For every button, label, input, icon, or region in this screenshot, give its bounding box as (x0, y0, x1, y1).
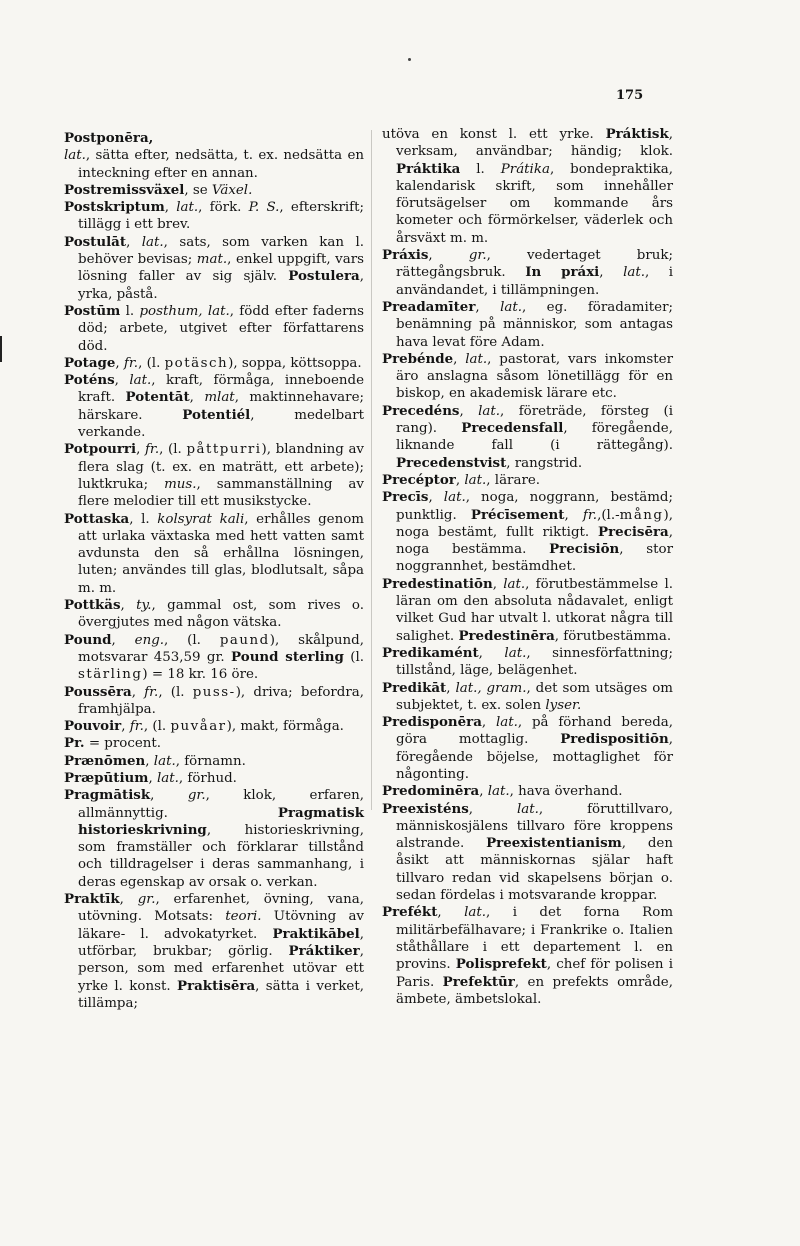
headword: Predisponēra (382, 714, 482, 731)
entry-text: , (114, 373, 130, 389)
headword: Práxis (382, 247, 429, 264)
entry-text: , bondepraktika, kalendarisk skrift, som innehåller förutsägelser om kommande års kometer och förmörkelser, väderlek och årsväxt m. m. (396, 161, 673, 246)
italic-note: posthum, lat. (139, 303, 230, 319)
headword: Preexisténs (382, 800, 469, 817)
headword: Preadamīter (382, 298, 476, 315)
entry-text: = procent. (84, 736, 162, 752)
dictionary-entry (382, 298, 673, 351)
dictionary-entry (64, 181, 364, 199)
headword: Praktisēra (177, 977, 256, 994)
headword: Postūm (64, 302, 121, 319)
entry-text: , enkel uppgift, vars lösning faller av sig själv. (78, 252, 364, 285)
entry-text: , (479, 784, 488, 800)
entry-text: , en prefekts område, ämbete, ämbetslokal. (396, 974, 673, 1007)
italic-note: lat. (496, 715, 518, 731)
entry-text: , (468, 801, 517, 817)
headword: Poténs (64, 372, 115, 389)
entry-text: , (437, 905, 465, 921)
entry-text: , född efter faderns död; arbete, utgivet efter författarens död. (78, 303, 365, 354)
entry-text: ), noga bestämt, fullt riktigt. (396, 507, 673, 540)
pronunciation: puvåar (170, 719, 227, 735)
entry-text: ) = 18 kr. 16 öre. (142, 667, 259, 683)
entry-text: , det som utsäges om subjektet, t. ex. solen (396, 680, 674, 713)
dictionary-entry (64, 752, 364, 770)
entry-text: , (l. (143, 719, 171, 735)
entry-text: , efterskrift; tillägg i ett brev. (78, 200, 364, 233)
dictionary-entry (64, 718, 364, 735)
entry-text: , (599, 265, 624, 281)
dictionary-entry (382, 247, 674, 299)
italic-note: ty. (136, 598, 152, 614)
italic-note: lat. (443, 490, 466, 506)
dictionary-entry (64, 510, 364, 597)
page-number: 175 (616, 88, 644, 103)
dictionary-entry (382, 644, 674, 680)
headword: Poussēra (64, 683, 132, 700)
pronunciation: påttpurri (186, 442, 262, 458)
dictionary-entry (382, 471, 673, 489)
italic-note: lat. (503, 576, 526, 592)
headword: Práktika (396, 160, 461, 177)
dictionary-entry (64, 787, 365, 891)
dictionary-entry (64, 147, 364, 182)
entry-text: , (120, 598, 137, 614)
right-column (382, 126, 673, 1008)
left-column (64, 130, 364, 1012)
dictionary-entry (382, 904, 674, 1008)
entry-text: , vedertaget bruk; rättegångsbruk. (396, 248, 673, 281)
entry-text: , person, som med erfarenhet utövar ett yrke l. konst. (78, 943, 364, 994)
dictionary-entry (64, 233, 364, 303)
dictionary-entry (64, 441, 364, 510)
entry-text: , pastorat, vars inkomster äro anslagna såsom lönetillägg för en biskop, en akademisk lärare etc. (396, 351, 673, 402)
dictionary-entry (382, 714, 674, 783)
italic-note: lat. (504, 645, 527, 661)
entry-text: , se (184, 182, 212, 198)
entry-text: , förnamn. (175, 753, 246, 769)
entry-text: , (481, 715, 496, 731)
entry-text: , förhud. (178, 770, 237, 786)
dictionary-entry (64, 372, 365, 441)
italic-note: P. S. (248, 200, 280, 216)
entry-text: Utövning av läkare- l. advokatyrket. (78, 909, 364, 942)
entry-text: , medelbart verkande. (78, 407, 364, 441)
column-divider (371, 130, 372, 810)
headword: Précīsement (470, 506, 565, 523)
dictionary-entry (382, 679, 674, 715)
entry-text: , lärare. (486, 472, 541, 488)
headword: In práxi (525, 264, 600, 281)
entry-text: ), blandning av flera slag (t. ex. en maträtt, ett arbete); luktkruka; (78, 442, 364, 492)
headword: Postremissväxel (64, 181, 185, 198)
headword: Predominēra (382, 783, 480, 800)
entry-text: , hava överhand. (509, 784, 623, 800)
entry-text: , noga, noggrann, bestämd; punktlig. (396, 490, 673, 523)
entry-text: , i det forna Rom militärbefälhavare; i Frankrike o. Italien ståthållare i ett departement l. en provins. (396, 905, 674, 973)
entry-text: , förutbestämmelse l. läran om den absoluta nådavalet, enligt vilket Gud har utvalt l. utkorat några till salighet. (396, 576, 673, 644)
entry-text: , (428, 490, 444, 506)
italic-note: lat. (516, 801, 539, 817)
italic-note: fr. (144, 684, 159, 700)
page-speck (408, 58, 411, 61)
entry-text: , sats, som varken kan l. behöver bevisas; (78, 234, 364, 268)
italic-note: lat. (623, 265, 645, 281)
italic-note: lat., gram. (455, 680, 527, 696)
entry-text: , (145, 753, 154, 769)
dictionary-entry (382, 126, 673, 247)
italic-note: fr. (582, 507, 598, 523)
entry-text: , (492, 576, 504, 592)
italic-note: lat. (156, 770, 179, 786)
italic-note: Växel. (211, 182, 253, 198)
entry-text: , (564, 507, 583, 523)
entry-text: , i användandet, i tillämpningen. (396, 265, 674, 298)
dictionary-entry (64, 735, 364, 752)
entry-text: , yrka, påstå. (78, 269, 364, 302)
dictionary-entry (64, 199, 364, 234)
headword: Pragmatisk historieskrivning (78, 804, 364, 838)
headword: Pottaska (64, 510, 130, 527)
entry-text: (l. (343, 649, 364, 665)
entry-text: l. (120, 303, 140, 319)
entry-text: , (446, 680, 456, 696)
entry-text: , sätta i verket, tillämpa; (78, 978, 364, 1011)
entry-text: , erfarenhet, övning, vana, utövning. Motsats: (78, 892, 364, 925)
italic-note: lat. (64, 148, 86, 164)
headword: Predispositiōn (560, 731, 669, 748)
entry-text: , maktinnehavare; härskare. (78, 390, 365, 423)
entry-text: , den åsikt att människornas själar haft tillvaro redan vid skapelsens början o. sedan fördelas i motsvarande kroppar. (396, 836, 673, 904)
headword: Potage (64, 354, 116, 371)
italic-note: lat. (141, 234, 164, 250)
pronunciation: potäsch (164, 355, 229, 371)
entry-text: ), skålpund, motsvarar 453,59 gr. (78, 632, 365, 665)
headword: Predikamént (382, 644, 479, 661)
entry-text: , (121, 719, 130, 735)
entry-text: , (126, 234, 142, 250)
italic-note: lat. (487, 784, 510, 800)
italic-note: lat. (176, 200, 199, 216)
dictionary-entry (382, 575, 673, 645)
entry-text: , l. (129, 511, 158, 527)
italic-note: fr. (123, 355, 139, 371)
italic-note: fr. (144, 442, 160, 458)
headword: Precedéns (382, 402, 460, 419)
entry-text: , sätta efter, nedsätta, t. ex. nedsätta en inteckning efter en annan. (78, 148, 364, 181)
italic-note: kolsyrat kali (157, 511, 245, 527)
headword: Pound (64, 631, 112, 648)
entry-text: , historieskrivning, som framställer och förklarar tillstånd och tilldragelser i deras sammanhang, i deras egenskap av orsak o. verkan. (78, 822, 364, 890)
dictionary-entry (64, 354, 364, 372)
headword: Prefékt (382, 904, 438, 921)
italic-note: lat. (129, 373, 152, 389)
entry-text: , (131, 684, 145, 700)
entry-text: , företräde, försteg (i rang). (396, 403, 673, 437)
entry-text: , kraft, förmåga, inneboende kraft. (78, 373, 365, 406)
entry-text: , (150, 788, 188, 804)
dictionary-entry (382, 783, 673, 800)
headword: Precisiōn (549, 541, 620, 558)
dictionary-entry (382, 402, 673, 472)
entry-text: , (453, 351, 466, 367)
entry-text: ,(l.- (597, 507, 620, 523)
pronunciation: puss- (192, 684, 236, 700)
headword: Postskriptum (64, 199, 165, 216)
entry-text: , (459, 403, 479, 419)
entry-text: ), driva; befordra, framhjälpa. (78, 684, 365, 717)
headword: Postulera (288, 268, 360, 285)
italic-note: mat. (196, 252, 228, 268)
headword: Præpūtium (64, 769, 149, 786)
pronunciation: mång (619, 507, 664, 523)
entry-text: , (189, 390, 205, 406)
headword: Preexistentianism (486, 835, 622, 852)
entry-text: , erhålles genom att urlaka växtaska med hett vatten samt avdunsta den så erhållna lösningen, luten; användes till glas, blodlutsalt, såpa m. m. (78, 511, 364, 596)
entry-text: , stor noggrannhet, bestämdhet. (396, 542, 673, 575)
entry-text: , (l. (158, 684, 193, 700)
headword: Pottkäs (64, 597, 121, 614)
italic-note: mus. (164, 476, 197, 492)
headword: Prefektūr (442, 973, 515, 990)
headword: Precisēra (598, 523, 669, 540)
headword: Potpourri (64, 441, 137, 458)
italic-note: lat. (153, 753, 176, 769)
headword: Predestinatiōn (382, 575, 493, 592)
dictionary-entry (64, 302, 365, 355)
italic-note: gr. (137, 892, 156, 908)
entry-text: , eg. föradamiter; benämning på människor, som antagas hava levat före Adam. (396, 299, 673, 350)
entry-text: , (l. (164, 632, 220, 648)
headword: Prebénde (382, 350, 454, 367)
entry-text: , (428, 248, 469, 264)
headword: Práktisk (605, 126, 669, 142)
entry-text: ), soppa, köttsoppa. (228, 355, 362, 371)
entry-text: , gammal ost, som rives o. övergjutes med någon vätska. (78, 598, 364, 631)
headword: Precedenstvist (396, 454, 507, 471)
entry-text: , (475, 299, 501, 315)
entry-text: , (455, 472, 465, 488)
entry-text: , förutbestämma. (554, 628, 672, 644)
headword: Pr. (64, 735, 85, 752)
italic-note: mlat (204, 390, 235, 406)
italic-note: lat. (500, 299, 522, 315)
dictionary-entry (382, 489, 673, 575)
entry-text: , förk. (198, 200, 249, 216)
dictionary-entry (64, 769, 364, 787)
pronunciation: stärling (78, 667, 143, 683)
entry-text: , noga bestämma. (396, 524, 673, 558)
entry-text: , utförbar, brukbar; görlig. (78, 926, 364, 959)
headword: Predestinēra (458, 627, 555, 644)
italic-note: lat. (465, 351, 488, 367)
entry-text: ), makt, förmåga. (226, 719, 344, 735)
dictionary-entry (64, 597, 364, 632)
headword: Predikāt (382, 679, 447, 696)
dictionary-entry (382, 800, 673, 905)
headword: Pragmātisk (64, 787, 151, 804)
entry-text: , föruttillvaro, människosjälens tillvaro före kroppens alstrande. (396, 801, 673, 852)
entry-text: , (111, 632, 135, 648)
entry-text: , (478, 645, 505, 661)
entry-text: , (115, 355, 124, 371)
headword: Potentāt (125, 389, 190, 406)
entry-text: , föregående böjelse, mottaglighet för någonting. (396, 732, 673, 782)
headword: Precīs (382, 489, 429, 506)
entry-text: , chef för polisen i Paris. (396, 957, 673, 990)
entry-text: , (148, 770, 157, 786)
pronunciation: paund (219, 632, 270, 648)
headword: Pound sterling (231, 648, 344, 665)
italic-note: lat. (464, 472, 487, 488)
entry-text: , rangstrid. (506, 455, 583, 471)
italic-note: lat. (478, 403, 501, 419)
entry-text: , verksam, användbar; händig; klok. (396, 127, 673, 160)
italic-note: gr. (187, 788, 206, 804)
headword: Polisprefekt (455, 956, 547, 973)
entry-text: , (l. (159, 442, 187, 458)
entry-text: , föregående, liknande fall (i rättegång). (396, 421, 673, 454)
entry-text: , (119, 892, 138, 908)
dictionary-entry (64, 130, 364, 147)
italic-note: fr. (129, 719, 144, 735)
italic-note: eng. (134, 632, 165, 648)
dictionary-entry (64, 891, 364, 1012)
entry-text: utöva en konst l. ett yrke. (382, 127, 606, 142)
headword: Postulāt (64, 233, 127, 250)
italic-note: lat. (464, 905, 486, 921)
headword: Potentiél (182, 406, 251, 423)
headword: Precéptor (382, 471, 456, 488)
entry-text: , sammanställning av flere melodier till ett musikstycke. (78, 476, 364, 510)
italic-note: teori. (225, 909, 262, 925)
headword: Postponēra, (64, 130, 154, 146)
dictionary-entry (64, 683, 365, 719)
headword: Práktiker (288, 942, 360, 959)
dictionary-entry (382, 350, 673, 403)
entry-text: , (136, 442, 145, 458)
italic-note: Prátika (500, 161, 550, 177)
entry-text: , (l. (138, 355, 165, 371)
headword: Pouvoir (64, 718, 122, 735)
entry-text: , sinnesförfattning; tillstånd, läge, belägenhet. (396, 645, 674, 679)
dictionary-entry (64, 631, 365, 684)
entry-text: , på förhand bereda, göra mottaglig. (396, 715, 674, 748)
headword: Prænōmen (64, 752, 146, 769)
entry-text: , (164, 200, 177, 216)
entry-text: , klok, erfaren, allmännyttig. (78, 788, 365, 821)
margin-mark (0, 336, 2, 362)
headword: Praktīk (64, 891, 120, 908)
italic-note: gr. (468, 248, 487, 264)
italic-note: lyser. (545, 697, 582, 713)
headword: Precedensfall (461, 420, 564, 437)
headword: Praktikābel (272, 925, 360, 942)
entry-text: l. (460, 161, 501, 177)
